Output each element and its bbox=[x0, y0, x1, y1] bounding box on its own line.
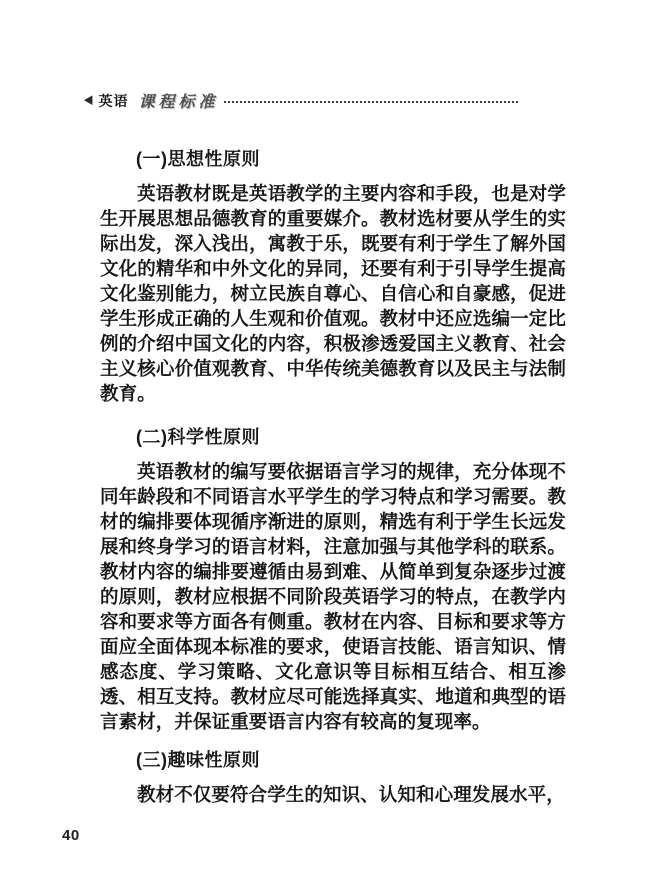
section-heading-1: (一)思想性原则 bbox=[136, 149, 260, 169]
section-paragraph-3: 教材不仅要符合学生的知识、认知和心理发展水平， bbox=[137, 784, 565, 805]
section-paragraph-2: 英语教材的编写要依据语言学习的规律，充分体现不同年龄段和不同语言水平学生的学习特点和学习需要。教材的编排要体现循序渐进的原则，精选有利于学生长远发展和终身学习的语言材料，注意加强与其他学科的联系。教材内容的编排要遵循由易到难、从简单到复杂逐步过渡的原则，教材应根据不同阶段英语学习的特点，在教学内容和要求等方面各有侧重。教材在内容、目标和要求等方面应全面体现本标准的要求，使语言技能、语言知识、情感态度、学习策略、文化意识等目标相互结合、相互渗透、相互支持。教材应尽可能选择真实、地道和典型的语言素材，并保证重要语言内容有较高的复现率。 bbox=[100, 461, 566, 732]
main-text-block bbox=[100, 146, 566, 807]
header-series-label: 英语 bbox=[98, 92, 129, 109]
section-heading-2: (二)科学性原则 bbox=[136, 427, 260, 447]
running-header bbox=[84, 89, 518, 112]
section-heading-3: (三)趣味性原则 bbox=[136, 750, 260, 770]
dotted-leader-line bbox=[224, 101, 518, 103]
left-triangle-icon: ◀ bbox=[84, 93, 93, 107]
header-series-title: 课程标准 bbox=[138, 94, 219, 111]
section-paragraph-1: 英语教材既是英语教学的主要内容和手段，也是对学生开展思想品德教育的重要媒介。教材选材要从学生的实际出发，深入浅出，寓教于乐，既要有利于学生了解外国文化的精华和中外文化的异同，还要有利于引导学生提高文化鉴别能力，树立民族自尊心、自信心和自豪感，促进学生形成正确的人生观和价值观。教材中还应选编一定比例的介绍中国文化的内容，积极渗透爱国主义教育、社会主义核心价值观教育、中华传统美德教育以及民主与法制教育。 bbox=[100, 183, 566, 404]
page-number: 40 bbox=[62, 827, 80, 844]
